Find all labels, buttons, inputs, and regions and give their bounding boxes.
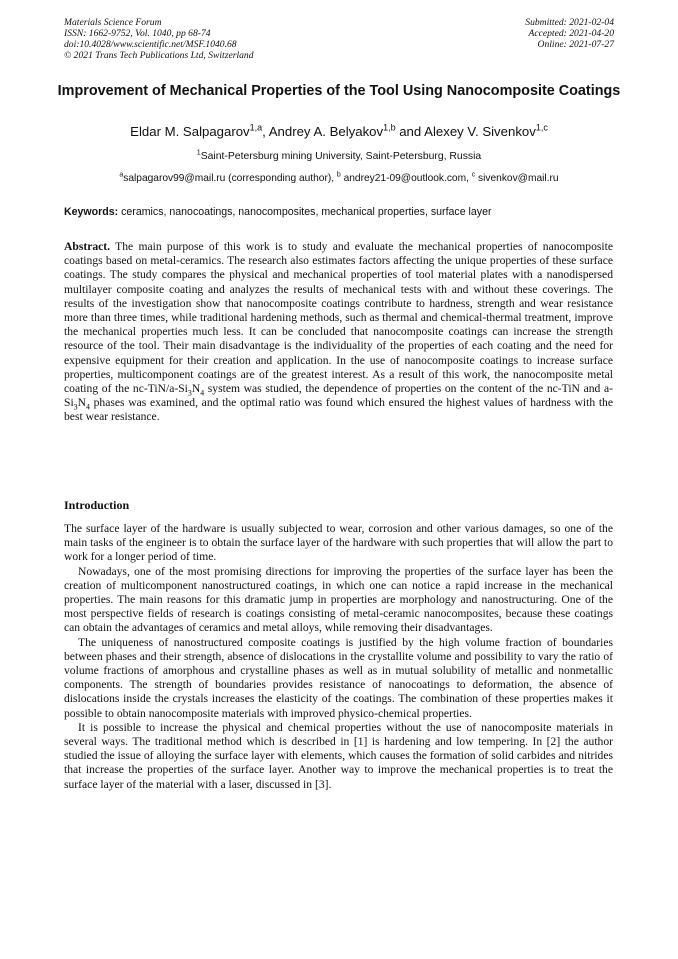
journal-name: Materials Science Forum <box>64 17 162 28</box>
subscript: 4 <box>200 388 205 398</box>
abstract-paragraph <box>64 240 613 425</box>
author-name: Alexey V. Sivenkov <box>424 124 536 139</box>
author-name: Andrey A. Belyakov <box>268 124 384 139</box>
introduction-heading: Introduction <box>64 498 130 512</box>
email-text[interactable]: salpagarov99@mail.ru (corresponding author), <box>123 173 337 184</box>
author-sup: 1,b <box>383 122 396 133</box>
introduction-paragraph: It is possible to increase the physical and chemical properties without the use of nanocomposite materials in several ways. The traditional method which is described in [1] is hardening and low tempering. In [2] the author studied the issue of alloying the surface layer with elements, which causes the formation of solid carbides and nitrides that increase the properties of the surface layer. Another way to improve the mechanical properties is to treat the surface layer of the material with a laser, discussed in [3]. <box>64 720 613 791</box>
introduction-body <box>64 522 613 792</box>
affiliation-sup: 1 <box>196 149 201 157</box>
abstract <box>64 240 613 425</box>
introduction-paragraph: The surface layer of the hardware is usually subjected to wear, corrosion and other various damages, so one of the main tasks of the engineer is to obtain the surface layer of the hardware with such properties that will allow the part to work for a longer period of time. <box>64 522 613 564</box>
journal-header-right <box>525 17 614 50</box>
paper-title: Improvement of Mechanical Properties of the Tool Using Nanocomposite Coatings <box>57 83 621 99</box>
email-text[interactable]: sivenkov@mail.ru <box>475 173 559 184</box>
author-list <box>20 124 658 140</box>
affiliation <box>20 150 658 163</box>
keywords <box>64 206 624 219</box>
journal-doi: doi:10.4028/www.scientific.net/MSF.1040.68 <box>64 39 237 50</box>
author-separator: and <box>395 124 425 139</box>
author-sup: 1,c <box>535 122 548 133</box>
subscript: 3 <box>187 388 192 398</box>
subscript: 4 <box>85 402 90 412</box>
abstract-text: N <box>191 382 201 396</box>
journal-issn: ISSN: 1662-9752, Vol. 1040, pp 68-74 <box>64 28 211 39</box>
introduction-paragraph: Nowadays, one of the most promising directions for improving the properties of the surface layer has been the creation of multicomponent nanostructured coatings, in which one can notice a rapid increase in the mechanical properties. The main reasons for this dramatic jump in properties are morphology and nanostructuring. One of the most perspective fields of research is coatings consisting of metal-ceramic nanocomposites, because these coatings can obtain the advantages of ceramics and metal alloys, while removing their disadvantages. <box>64 564 613 635</box>
abstract-text: phases was examined, and the optimal ratio was found which ensured the highest values of hardness with the best wear resistance. <box>64 396 613 424</box>
online-date: Online: 2021-07-27 <box>537 39 614 50</box>
abstract-label: Abstract. <box>64 240 111 253</box>
journal-header-left <box>64 17 254 61</box>
author-name: Eldar M. Salpagarov <box>130 124 250 139</box>
subscript: 3 <box>73 402 78 412</box>
journal-copyright: © 2021 Trans Tech Publications Ltd, Switzerland <box>64 50 254 61</box>
keywords-label: Keywords: <box>64 206 119 218</box>
accepted-date: Accepted: 2021-04-20 <box>528 28 614 39</box>
email-sup: c <box>471 171 476 179</box>
abstract-text: N <box>77 396 86 410</box>
email-sup: b <box>336 171 341 179</box>
abstract-text: The main purpose of this work is to study and evaluate the mechanical properties of nanocomposite coatings based on metal-ceramics. The research also estimates factors affecting the unique properties of these surface coatings. The study compares the physical and mechanical properties of tool material plates with a nanodispersed multilayer composite coating and analyzes the results of mechanical tests with and without these coverings. The results of the investigation show that nanocomposite coatings contribute to hardness, strength and wear resistance more than three times, while traditional hardening methods, such as thermal and chemical-thermal treatment, improve the mechanical properties much less. It can be concluded that nanocomposite coatings can increase the strength resource of the tool. Their main disadvantage is the individuality of the properties of each coating and the need for expensive equipment for their creation and application. In the use of nanocomposite coatings to increase surface properties, multicomponent coatings are of the greatest interest. As a result of this work, the nanocomposite metal coating of the nc-TiN/a-Si <box>64 240 613 396</box>
submitted-date: Submitted: 2021-02-04 <box>525 17 614 28</box>
abstract-text: system was studied, the dependence of properties on the content of the nc-TiN and a-Si <box>64 382 613 410</box>
keywords-text: ceramics, nanocoatings, nanocomposites, mechanical properties, surface layer <box>118 206 492 218</box>
email-sup: a <box>119 171 124 179</box>
email-list <box>10 172 668 185</box>
author-separator: , <box>262 124 269 139</box>
affiliation-text: Saint-Petersburg mining University, Saint-Petersburg, Russia <box>200 151 482 162</box>
author-sup: 1,a <box>249 122 263 133</box>
email-text[interactable]: andrey21-09@outlook.com, <box>340 173 472 184</box>
introduction-paragraph: The uniqueness of nanostructured composite coatings is justified by the high volume fraction of boundaries between phases and their strength, absence of dislocations in the crystallite volume and possibility to vary the ratio of volume fractions of amorphous and crystalline phases as well as in mutual solubility of metallic and nonmetallic components. The strength of boundaries provides resistance of nanocoatings to deformation, the absence of dislocations inside the crystals increases the elasticity of the coatings. The combination of these properties makes it possible to obtain nanocomposite materials with improved physico-chemical properties. <box>64 635 613 720</box>
